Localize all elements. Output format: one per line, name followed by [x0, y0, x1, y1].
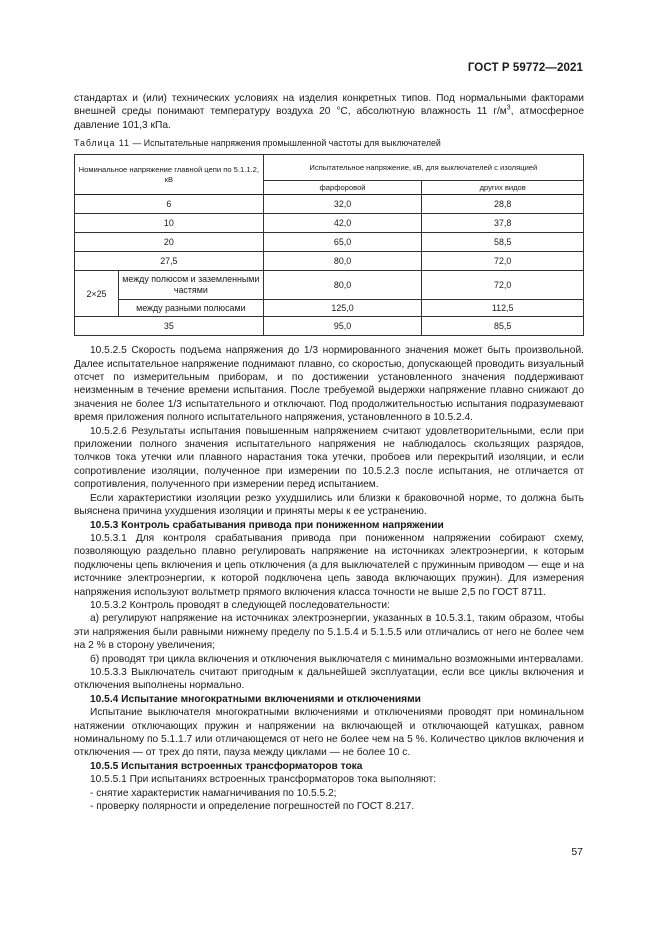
table-row: 6 32,0 28,8 [75, 195, 584, 214]
body-paragraph: Если характеристики изоляции резко ухудшились или близки к браковочной норме, то должна быть выяснена причина ухудшения изоляции и приняты меры к ее устранению. [74, 492, 584, 518]
intro-paragraph: стандартах и (или) технических условиях на изделия конкретных типов. Под нормальными факторами внешней среды понимают температуру воздуха 20 °С, абсолютную влажность 11 $г/м^3$, атмосферное давление 101,3 кПа. [74, 93, 584, 131]
body-paragraph: - снятие характеристик намагничивания по 10.5.5.2; [90, 787, 337, 799]
table-caption-text: — Испытательные напряжения промышленной частоты для выключателей [130, 138, 441, 149]
body-paragraph: а) регулируют напряжение на источниках электроэнергии, указанных в 10.5.3.1, таким образом, чтобы эти напряжения были равными нижнему пределу по 5.1.5.4 и 5.1.5.5 или отличались от него не более чем на 2 % в сторону увеличения; [74, 613, 584, 652]
table-row: 27,5 80,0 72,0 [75, 252, 584, 271]
header-test-voltage-group: Испытательное напряжение, кВ, для выключателей с изоляцией [263, 155, 583, 181]
body-paragraph: 10.5.3.3 Выключатель считают пригодным к дальнейшей эксплуатации, если все циклы включения и отключения выполнены нормально. [74, 666, 584, 692]
body-paragraph: Испытание выключателя многократными включениями и отключениями проводят при номинальном натяжении отключающих пружин и напряжении на включающей и отключающей катушках, равном номинальному по 5.1.1.7 или отличающемся от него не более чем на 5 %. Количество циклов включения и отключения — от трех до пяти, пауза между циклами — не более 10 с. [74, 707, 584, 759]
body-paragraphs [74, 344, 584, 813]
test-voltage-table [74, 154, 584, 336]
table-row: 2×25 между полюсом и заземленными частями 80,0 72,0 [75, 271, 584, 300]
section-heading: 10.5.3 Контроль срабатывания привода при пониженном напряжении [90, 519, 444, 531]
table-row: 35 95,0 85,5 [75, 317, 584, 336]
body-paragraph: 10.5.3.1 Для контроля срабатывания привода при пониженном напряжении собирают схему, позволяющую раздельно плавно регулировать напряжение на источниках электроэнергии, к которым подключены цепь включения и цепь отключения (а для выключателей с пружинным приводом — еще и на источнике электроэнергии, к которой подключена цепь завода включающих пружин). Для измерения напряжения используют вольтметр прямого включения класса точности не выше 2,5 по ГОСТ 8711. [74, 532, 584, 598]
table-caption [74, 138, 584, 149]
header-other-types: других видов [422, 181, 584, 195]
table-row: между разными полюсами 125,0 112,5 [75, 300, 584, 317]
body-paragraph: 10.5.3.2 Контроль проводят в следующей последовательности: [90, 599, 390, 611]
body-paragraph: б) проводят три цикла включения и отключения выключателя с минимально возможными интервалами. [90, 653, 584, 665]
section-heading: 10.5.5 Испытания встроенных трансформаторов тока [90, 760, 363, 772]
table-caption-label: Таблица 11 [74, 138, 131, 149]
table-row: 10 42,0 37,8 [75, 214, 584, 233]
table-row: 20 65,0 58,5 [75, 233, 584, 252]
body-paragraph: 10.5.2.5 Скорость подъема напряжения до 1/3 нормированного значения может быть произвольной. Далее испытательное напряжение поднимают плавно, со скоростью, допускающей проводить визуальный отсчет по измерительным приборам, и по достижении установленного значения поддерживают неизменным в течение времени испытания. После требуемой выдержки напряжение плавно снижают до значения не более 1/3 испытательного и отключают. Под продолжительностью испытания подразумевают время приложения полного испытательного напряжения, установленного в 10.5.2.4. [74, 345, 584, 424]
page-number: 57 [571, 846, 583, 858]
body-paragraph: 10.5.2.6 Результаты испытания повышенным напряжением считают удовлетворительными, если при приложении полного значения испытательного напряжения не наблюдалось скользящих разрядов, толчков тока утечки или плавного нарастания тока утечки, пробоев или перекрытий изоляции, и если сопротивление изоляции, полученное при измерении по 10.5.2.3 после испытания, не отличается от сопротивления, полученного при измерении перед испытанием. [74, 425, 584, 491]
section-heading: 10.5.4 Испытание многократными включениями и отключениями [90, 693, 421, 705]
body-paragraph: - проверку полярности и определение погрешностей по ГОСТ 8.217. [90, 801, 415, 813]
header-nominal-voltage: Номинальное напряжение главной цепи по 5.1.1.2, кВ [75, 155, 264, 195]
header-porcelain: фарфоровой [263, 181, 422, 195]
split-voltage-cell: 2×25 [75, 271, 119, 317]
body-paragraph: 10.5.5.1 При испытаниях встроенных трансформаторов тока выполняют: [90, 774, 437, 786]
page-body [74, 92, 584, 813]
document-code: ГОСТ Р 59772—2021 [467, 62, 583, 74]
